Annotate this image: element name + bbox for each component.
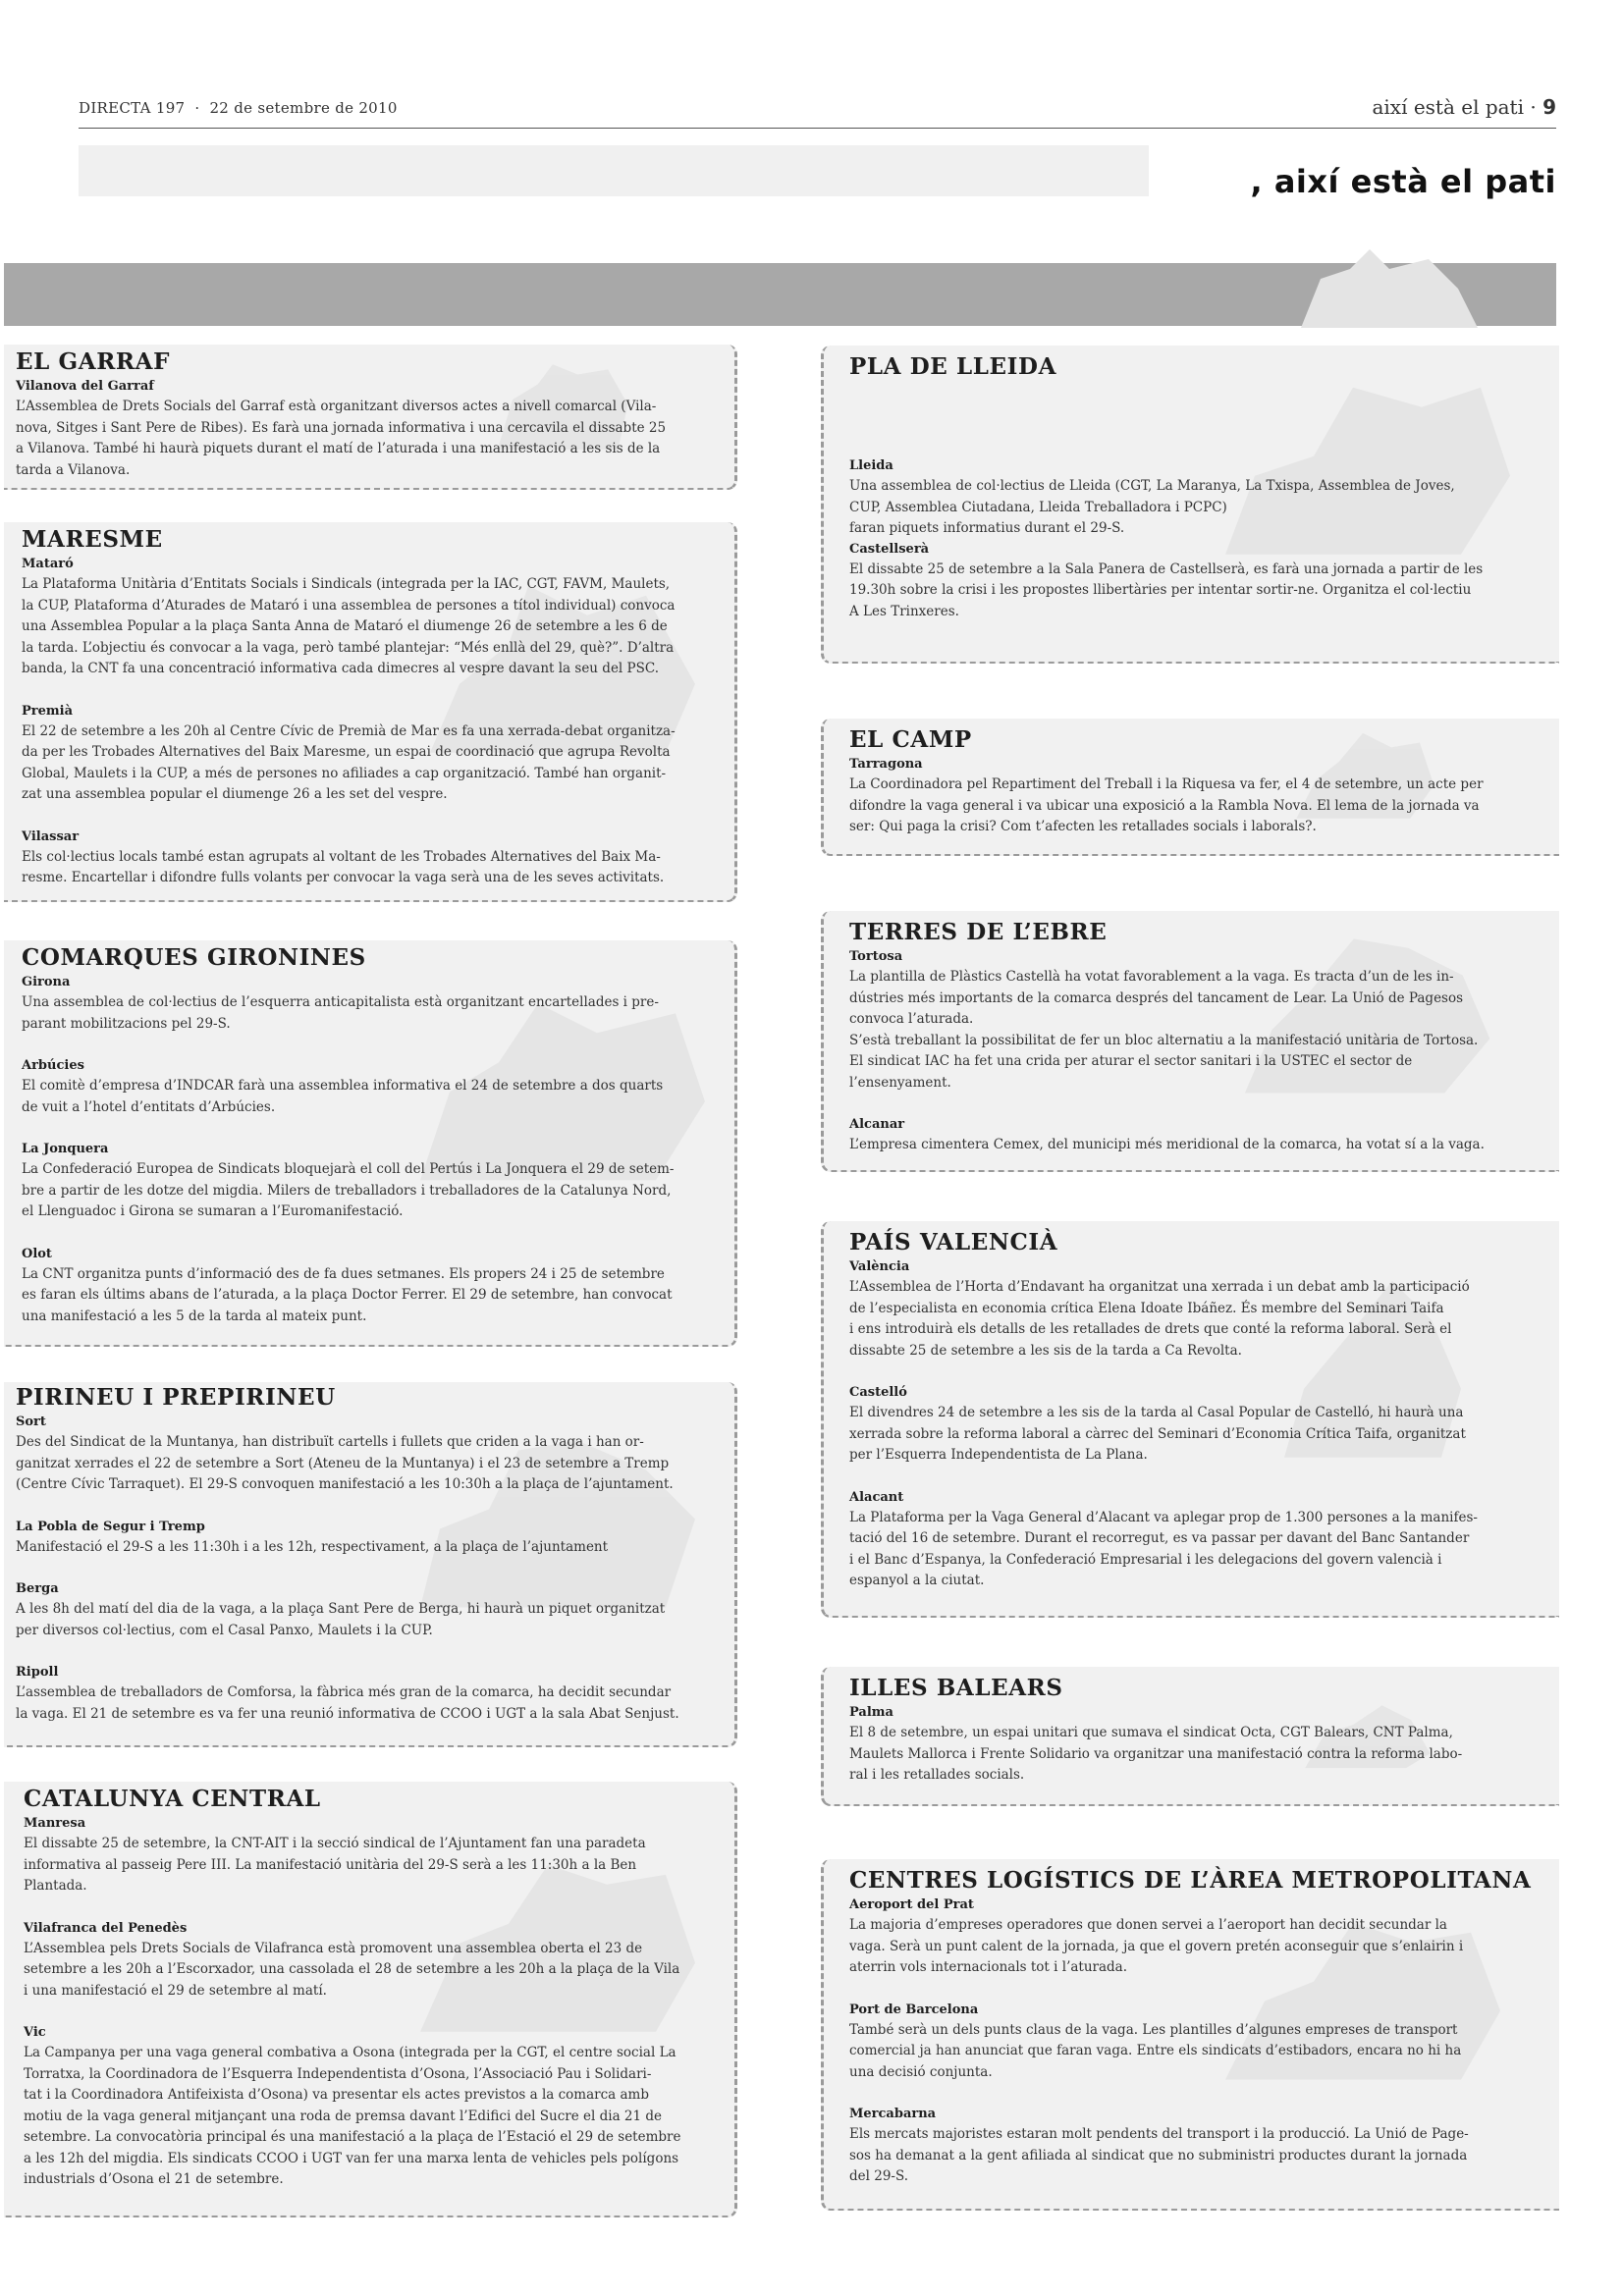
place-name: Alacant: [849, 1489, 904, 1505]
place-text: Una assemblea de col·lectius de Lleida (CGT, La Maranya, La Txispa, Assemblea de Joves, CUP, Assemblea Ciutadana, Lleida Treballadora i PCPC) faran piquets informatius durant el 29-S.: [849, 478, 1455, 536]
place-name: Tarragona: [849, 757, 923, 772]
map-silhouette-icon: [1281, 240, 1497, 328]
issue-label: DIRECTA 197: [79, 99, 186, 117]
issue-date: 22 de setembre de 2010: [209, 99, 398, 117]
place-name: Tortosa: [849, 949, 903, 964]
region-title: CENTRES LOGÍSTICS DE L’ÀREA METROPOLITANA: [849, 1867, 1532, 1894]
region-maresme: [4, 522, 737, 902]
region-title: TERRES DE L’EBRE: [849, 919, 1108, 945]
region-title: PIRINEU I PREPIRINEU: [16, 1384, 336, 1411]
place-name: Vilanova del Garraf: [16, 379, 154, 394]
place-name: Olot: [22, 1246, 52, 1261]
region-title: MARESME: [22, 526, 163, 553]
region-pais-valencia: [821, 1221, 1559, 1618]
place-name: Mercabarna: [849, 2107, 937, 2121]
region-pirineu-prepirineu: [4, 1382, 737, 1747]
place-name: Castellserà: [849, 541, 930, 557]
place-text: També serà un dels punts claus de la vaga. Les plantilles d’algunes empreses de transport comercial ja han anunciat que faran vaga. Entre els sindicats d’estibadors, encara no hi ha una decisió conjunta.: [849, 2021, 1462, 2080]
region-title: COMARQUES GIRONINES: [22, 944, 366, 971]
place-text: Una assemblea de col·lectius de l’esquerra anticapitalista està organitzant encartellades i pre- parant mobilitzacions pel 29-S.: [22, 994, 659, 1032]
header-rule: [79, 128, 1556, 129]
region-title: EL GARRAF: [16, 348, 171, 375]
place-name: Mataró: [22, 557, 74, 571]
place-text: La CNT organitza punts d’informació des de fa dues setmanes. Els propers 24 i 25 de setembre es faran els últims abans de l’aturada, a la plaça Doctor Ferrer. El 29 de setembre, han convocat una manifestació a les 5 de la tarda al mateix punt.: [22, 1265, 673, 1324]
place-text: La Plataforma per la Vaga General d’Alacant va aplegar prop de 1.300 persones a la manifes- tació del 16 de setembre. Durant el recorregut, es va passar per davant del Banc Santander i el Banc d’Espanya, la Confederació Empresarial i les delegacions del govern valencià i espanyol a la ciutat.: [849, 1509, 1478, 1588]
place-name: Premià: [22, 703, 74, 719]
region-el-camp: [821, 719, 1559, 856]
place-name: La Pobla de Segur i Tremp: [16, 1519, 205, 1534]
region-illes-balears: [821, 1667, 1559, 1806]
place-name: Vilafranca del Penedès: [24, 1920, 188, 1936]
place-text: Des del Sindicat de la Muntanya, han distribuït cartells i fullets que criden a la vaga i han or- ganitzat xerrades el 22 de setembre a Sort (Ateneu de la Muntanya) i el 23 de setembre a Tremp (Centre Cívic Tarraquet). El 29-S convoquen manifestació a les 10:30h a la plaça de l’ajuntament.: [16, 1434, 674, 1492]
place-text: El 22 de setembre a les 20h al Centre Cívic de Premià de Mar es fa una xerrada-debat organitza- da per les Trobades Alternatives del Baix Maresme, un espai de coordinació que agrupa Revolta Global, Maulets i la CUP, a més de persones no afiliades a cap organització. També han organit- zat una assemblea popular el diumenge 26 a les set del vespre.: [22, 722, 676, 802]
decorative-gray-bar: [4, 263, 1556, 326]
place-name: Vilassar: [22, 828, 80, 844]
region-comarques-gironines: [4, 940, 737, 1347]
place-text: La Campanya per una vaga general combativa a Osona (integrada per la CGT, el centre social La Torratxa, la Coordinadora de l’Esquerra Independentista d’Osona, l’Associació Pau i Solidari- tat i la Coordinadora Antifeixista d’Osona) va presentar els actes previstos a la comarca amb motiu de la vaga general mitjançant una roda de premsa davant l’Edifici del Sucre el dia 21 de setembre. La convocatòria principal és una manifestació a la plaça de l’Estació el 29 de setembre a les 12h del migdia. Els sindicats CCOO i UGT van fer una marxa lenta de vehicles pels polígons industrials d’Osona el 21 de setembre.: [24, 2045, 681, 2187]
place-name: Berga: [16, 1581, 59, 1596]
title-band: [79, 145, 1149, 196]
region-terres-de-lebre: [821, 911, 1559, 1172]
running-header-left: [79, 99, 398, 117]
region-centres-logistics: [821, 1859, 1559, 2211]
place-text: A les 8h del matí del dia de la vaga, a la plaça Sant Pere de Berga, hi haurà un piquet organitzat per diversos col·lectius, com el Casal Panxo, Maulets i la CUP.: [16, 1601, 666, 1638]
place-name: Ripoll: [16, 1665, 59, 1680]
region-title: EL CAMP: [849, 726, 972, 753]
place-text: La plantilla de Plàstics Castellà ha votat favorablement a la vaga. Es tracta d’un de les in- dústries més importants de la comarca després del tancament de Lear. La Unió de Pagesos convoca l’aturada. S’està treballant la possibilitat de fer un bloc alternatiu a la manifestació unitària de Tortosa. El sindicat IAC ha fet una crida per aturar el sector sanitari i la USTEC el sector de l’ensenyament.: [849, 969, 1479, 1091]
place-text: Els col·lectius locals també estan agrupats al voltant de les Trobades Alternatives del Baix Ma- resme. Encartellar i difondre fulls volants per convocar la vaga serà una de les seves activitats.: [22, 848, 665, 885]
place-text: La Confederació Europea de Sindicats bloquejarà el coll del Pertús i La Jonquera el 29 de setem- bre a partir de les dotze del migdia. Milers de treballadors i treballadores de la Catalunya Nord, el Llenguadoc i Girona se sumaran a l’Euromanifestació.: [22, 1161, 675, 1219]
place-text: El dissabte 25 de setembre a la Sala Panera de Castellserà, es farà una jornada a partir de les 19.30h sobre la crisi i les propostes llibertàries per intentar sortir-ne. Organitza el col·lectiu A Les Trinxeres.: [849, 561, 1484, 619]
place-name: Castelló: [849, 1385, 907, 1400]
place-name: La Jonquera: [22, 1142, 109, 1156]
region-pla-de-lleida: [821, 346, 1559, 664]
place-text: Els mercats majoristes estaran molt pendents del transport i la producció. La Unió de Page- sos ha demanat a la gent afiliada al sindicat que no subministri productes durant la jornada del 29-S.: [849, 2126, 1469, 2184]
place-name: Girona: [22, 975, 71, 989]
place-text: El comitè d’empresa d’INDCAR farà una assemblea informativa el 24 de setembre a dos quarts de vuit a l’hotel d’entitats d’Arbúcies.: [22, 1078, 664, 1115]
place-text: L’Assemblea de Drets Socials del Garraf està organitzant diversos actes a nivell comarcal (Vila- nova, Sitges i Sant Pere de Ribes). Es farà una jornada informativa i una cercavila el dissabte 25 a Vilanova. També hi haurà piquets durant el matí de l’aturada i una manifestació a les sis de la tarda a Vilanova.: [16, 399, 667, 478]
place-text: El divendres 24 de setembre a les sis de la tarda al Casal Popular de Castelló, hi haurà una xerrada sobre la reforma laboral a càrrec del Seminari d’Economia Crítica Taifa, organitzat per l’Esquerra Independentista de La Plana.: [849, 1405, 1466, 1463]
region-title: PAÍS VALENCIÀ: [849, 1229, 1058, 1255]
place-name: Aeroport del Prat: [849, 1897, 974, 1912]
place-name: Manresa: [24, 1816, 86, 1831]
place-name: Arbúcies: [22, 1058, 84, 1073]
place-text: L’assemblea de treballadors de Comforsa, la fàbrica més gran de la comarca, ha decidit secundar la vaga. El 21 de setembre es va fer una reunió informativa de CCOO i UGT a la sala Abat Senjust.: [16, 1684, 679, 1722]
place-text: Manifestació el 29-S a les 11:30h i a les 12h, respectivament, a la plaça de l’ajuntament: [16, 1538, 609, 1555]
place-text: L’Assemblea pels Drets Socials de Vilafranca està promovent una assemblea oberta el 23 de setembre a les 20h a l’Escorxador, una cassolada el 28 de setembre a les 20h a la plaça de la Vila i una manifestació el 29 de setembre al matí.: [24, 1940, 680, 1999]
place-text: La Plataforma Unitària d’Entitats Socials i Sindicals (integrada per la IAC, CGT, FAVM, Maulets, la CUP, Plataforma d’Aturades de Mataró i una assemblea de persones a títol individual) convoca una Assemblea Popular a la plaça Santa Anna de Mataró el diumenge 26 de setembre a les 6 de la tarda. L’objectiu és convocar a la vaga, però també plantejar: “Més enllà del 29, què?”. D’altra banda, la CNT fa una concentració informativa cada dimecres al vespre davant la seu del PSC.: [22, 576, 676, 676]
region-title: CATALUNYA CENTRAL: [24, 1786, 321, 1812]
place-name: Alcanar: [849, 1117, 905, 1132]
region-el-garraf: [4, 345, 737, 490]
place-name: València: [849, 1259, 910, 1274]
place-name: Lleida: [849, 458, 893, 473]
place-text: El 8 de setembre, un espai unitari que sumava el sindicat Octa, CGT Balears, CNT Palma, Maulets Mallorca i Frente Solidario va organitzar una manifestació contra la reforma labo- ral i les retallades socials.: [849, 1725, 1463, 1783]
region-title: PLA DE LLEIDA: [849, 353, 1057, 380]
place-name: Port de Barcelona: [849, 2002, 979, 2017]
running-header-right: [1372, 95, 1556, 119]
region-catalunya-central: [4, 1782, 737, 2217]
place-text: La Coordinadora pel Repartiment del Treball i la Riquesa va fer, el 4 de setembre, un acte per difondre la vaga general i va ubicar una exposició a la Rambla Nova. El lema de la jornada va ser: Qui paga la crisi? Com t’afecten les retallades socials i laborals?.: [849, 776, 1484, 834]
place-name: Palma: [849, 1705, 893, 1720]
place-name: Sort: [16, 1415, 46, 1429]
place-text: L’empresa cimentera Cemex, del municipi més meridional de la comarca, ha votat sí a la vaga.: [849, 1137, 1485, 1152]
place-text: El dissabte 25 de setembre, la CNT-AIT i la secció sindical de l’Ajuntament fan una paradeta informativa al passeig Pere III. La manifestació unitària del 29-S serà a les 11:30h a la Ben Plantada.: [24, 1836, 646, 1894]
section-name: així està el pati: [1372, 95, 1524, 119]
page-number: 9: [1542, 95, 1556, 119]
region-title: ILLES BALEARS: [849, 1675, 1063, 1701]
page-separator: ·: [1530, 95, 1537, 119]
section-title: , així està el pati: [1250, 163, 1556, 200]
place-text: L’Assemblea de l’Horta d’Endavant ha organitzat una xerrada i un debat amb la participació de l’especialista en economia crítica Elena Idoate Ibáñez. És membre del Seminari Taifa i ens introduirà els detalls de les retallades de drets que conté la reforma laboral. Serà el dissabte 25 de setembre a les sis de la tarda a Ca Revolta.: [849, 1279, 1470, 1359]
place-name: Vic: [24, 2025, 46, 2040]
place-text: La majoria d’empreses operadores que donen servei a l’aeroport han decidit secundar la vaga. Serà un punt calent de la jornada, ja que el govern pretén aconseguir que s’enlairin i aterrin vols internacionals tot i l’aturada.: [849, 1917, 1464, 1975]
header-separator: ·: [194, 99, 200, 117]
